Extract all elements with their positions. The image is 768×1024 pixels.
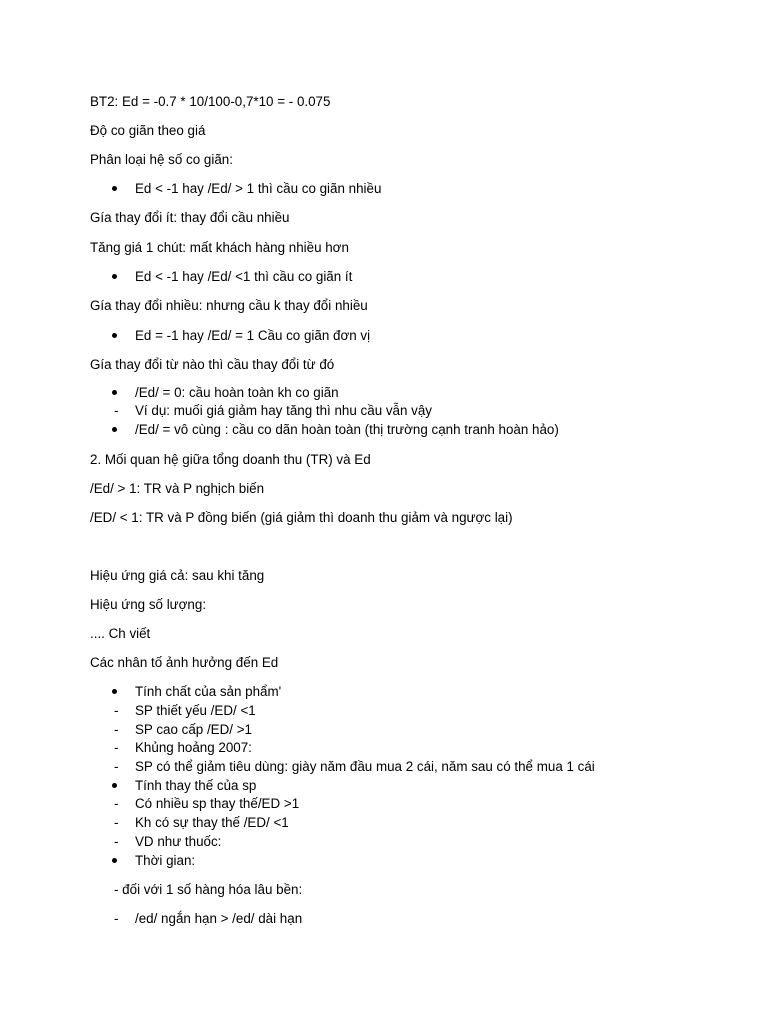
bullet-dot-icon xyxy=(112,858,117,863)
bullet-dot-icon xyxy=(112,783,117,788)
paragraph: Gía thay đổi ít: thay đổi cầu nhiều xyxy=(90,210,290,225)
section-heading-tr: 2. Mối quan hệ giữa tổng doanh thu (TR) và Ed xyxy=(90,452,371,467)
list-item: Thời gian: xyxy=(135,853,196,868)
bullet-dot-icon xyxy=(112,186,117,191)
bullet-dash-icon: - xyxy=(114,740,119,755)
paragraph: Hiệu ứng số lượng: xyxy=(90,597,207,612)
bullet-dash-icon: - xyxy=(114,834,119,849)
list-item: Có nhiều sp thay thế/ED >1 xyxy=(135,796,300,811)
paragraph: /ED/ < 1: TR và P đồng biến (giá giảm thì doanh thu giảm và ngược lại) xyxy=(90,510,513,525)
paragraph-durable-goods: - đối với 1 số hàng hóa lâu bền: xyxy=(114,882,303,897)
list-item: Kh có sự thay thế /ED/ <1 xyxy=(135,815,289,830)
bullet-dot-icon xyxy=(112,333,117,338)
bullet-dot-icon xyxy=(112,427,117,432)
bullet-dash-icon: - xyxy=(114,703,119,718)
list-item: /Ed/ = 0: cầu hoàn toàn kh co giãn xyxy=(135,385,339,400)
list-item: SP thiết yếu /ED/ <1 xyxy=(135,703,256,718)
list-item: SP có thể giảm tiêu dùng: giày năm đầu mua 2 cái, năm sau có thể mua 1 cái xyxy=(135,759,595,774)
bullet-dot-icon xyxy=(112,390,117,395)
bullet-dash-icon: - xyxy=(114,815,119,830)
list-item: VD như thuốc: xyxy=(135,834,222,849)
paragraph-heading-elasticity: Độ co giãn theo giá xyxy=(90,123,206,138)
paragraph: Tăng giá 1 chút: mất khách hàng nhiều hơn xyxy=(90,240,349,255)
paragraph: /Ed/ > 1: TR và P nghịch biến xyxy=(90,481,265,496)
list-item: SP cao cấp /ED/ >1 xyxy=(135,722,252,737)
bullet-dash-icon: - xyxy=(114,911,119,926)
list-item: Ed = -1 hay /Ed/ = 1 Cầu co giãn đơn vị xyxy=(135,328,371,343)
list-item: Ed < -1 hay /Ed/ <1 thì cầu co giãn ít xyxy=(135,269,353,284)
list-item: Tính chất của sản phẩm' xyxy=(135,684,282,699)
bullet-dash-icon: - xyxy=(114,722,119,737)
paragraph: Gía thay đổi từ nào thì cầu thay đổi từ đó xyxy=(90,357,335,372)
bullet-dot-icon xyxy=(112,274,117,279)
list-item: /ed/ ngắn hạn > /ed/ dài hạn xyxy=(135,911,303,926)
bullet-dash-icon: - xyxy=(114,403,119,418)
list-item: Khủng hoảng 2007: xyxy=(135,740,252,755)
paragraph: Hiệu ứng giá cả: sau khi tăng xyxy=(90,568,265,583)
paragraph: Gía thay đổi nhiều: nhưng cầu k thay đổi nhiều xyxy=(90,298,368,313)
paragraph: .... Ch viết xyxy=(90,626,151,641)
list-item: Ed < -1 hay /Ed/ > 1 thì cầu co giãn nhiều xyxy=(135,181,382,196)
list-item: /Ed/ = vô cùng : cầu co dãn hoàn toàn (thị trường cạnh tranh hoàn hảo) xyxy=(135,422,559,437)
list-item: Ví dụ: muối giá giảm hay tăng thì nhu cầu vẫn vậy xyxy=(135,403,433,418)
list-item: Tính thay thế của sp xyxy=(135,778,257,793)
paragraph-factors: Các nhân tố ảnh hưởng đến Ed xyxy=(90,655,279,670)
bullet-dash-icon: - xyxy=(114,796,119,811)
bullet-dot-icon xyxy=(112,689,117,694)
paragraph-bt2: BT2: Ed = -0.7 * 10/100-0,7*10 = - 0.075 xyxy=(90,94,331,109)
bullet-dash-icon: - xyxy=(114,759,119,774)
paragraph-classification: Phân loại hệ số co giãn: xyxy=(90,152,233,167)
